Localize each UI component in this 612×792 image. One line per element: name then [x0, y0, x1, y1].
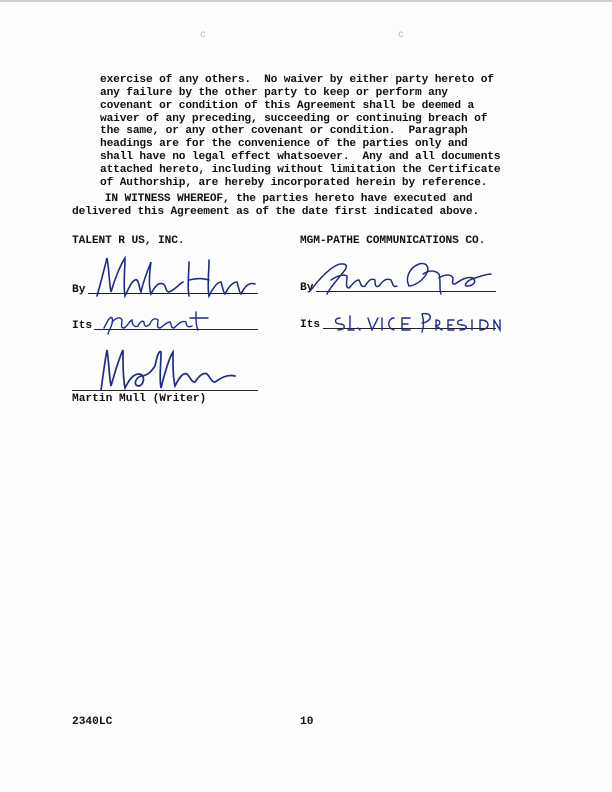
paragraph-line: shall have no legal effect whatsoever. Any and all documents — [100, 151, 501, 164]
writer-signature — [95, 342, 245, 394]
left-its-label: Its — [72, 320, 93, 332]
paragraph-line: delivered this Agreement as of the date first indicated above. — [72, 206, 479, 218]
right-party-name: MGM-PATHE COMMUNICATIONS CO. — [300, 235, 486, 247]
right-its-handwriting — [330, 308, 502, 336]
paragraph-line: the same, or any other covenant or condition. Paragraph — [100, 125, 468, 138]
paragraph-line: any failure by the other party to keep or perform any — [100, 86, 448, 99]
left-party-name: TALENT R US, INC. — [72, 235, 185, 247]
agreement-paragraph-waiver — [100, 74, 540, 190]
right-its-label: Its — [300, 319, 321, 331]
paragraph-line: covenant or condition of this Agreement shall be deemed a — [100, 99, 475, 112]
left-by-signature — [85, 252, 265, 302]
paragraph-line: attached hereto, including without limitation the Certificate — [100, 163, 501, 176]
left-by-label: By — [72, 284, 86, 296]
paragraph-line: IN WITNESS WHEREOF, the parties hereto have executed and — [72, 193, 473, 205]
paragraph-line: exercise of any others. No waiver by either party hereto of — [100, 74, 494, 86]
left-its-handwriting — [100, 306, 220, 336]
paragraph-line: of Authorship, are hereby incorporated herein by reference. — [100, 176, 488, 189]
paragraph-line: waiver of any preceding, succeeding or continuing breach of — [100, 112, 488, 125]
scan-speck: c — [398, 30, 405, 41]
writer-caption: Martin Mull (Writer) — [72, 393, 207, 405]
document-code: 2340LC — [72, 716, 113, 728]
scan-speck: c — [200, 30, 207, 41]
paragraph-line: headings are for the convenience of the parties only and — [100, 138, 468, 151]
page-number: 10 — [300, 716, 314, 728]
scan-edge — [0, 0, 612, 2]
right-by-label: By — [300, 282, 314, 294]
witness-paragraph — [72, 193, 542, 219]
right-by-signature — [305, 256, 495, 298]
